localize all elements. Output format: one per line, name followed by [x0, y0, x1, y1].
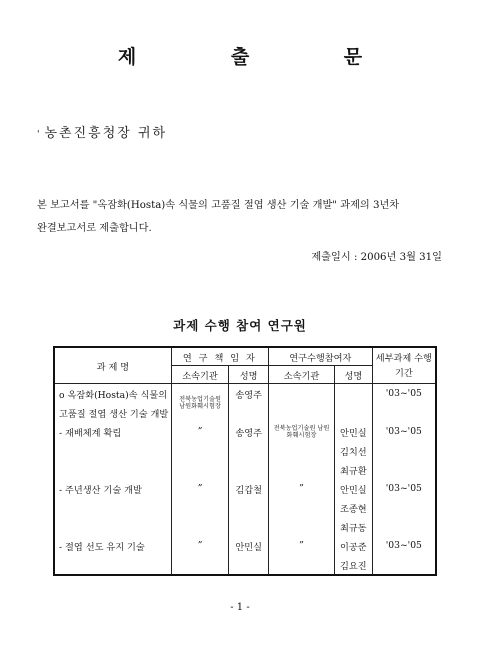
table-row [54, 403, 436, 422]
member-name-cell: 김요진 [334, 555, 372, 575]
task-cell: 고품질 절엽 생산 기술 개발 [54, 403, 171, 422]
header-period: 세부과제 수행기간 [372, 347, 436, 384]
task-cell [54, 517, 171, 536]
lead-affiliation-cell [171, 517, 229, 536]
addressee-mark: ' [37, 130, 42, 140]
table-row [54, 517, 436, 536]
header-lead-affiliation: 소속기관 [171, 366, 229, 384]
member-affiliation-cell [269, 441, 335, 460]
table-row [54, 441, 436, 460]
member-name-cell: 안민실 [334, 479, 372, 498]
researcher-table [53, 346, 437, 576]
task-cell [54, 555, 171, 575]
table-row [54, 384, 436, 404]
period-cell: '03~'05 [372, 479, 436, 498]
task-cell: - 재배체계 확립 [54, 422, 171, 441]
member-name-cell: 최규환 [334, 460, 372, 479]
member-affiliation-cell [269, 460, 335, 479]
lead-name-cell: 안민실 [229, 536, 269, 555]
member-name-cell: 조종현 [334, 498, 372, 517]
lead-name-cell [229, 441, 269, 460]
lead-affiliation-cell [171, 384, 229, 423]
header-member-group: 연구수행참여자 [269, 347, 373, 366]
header-member-affiliation: 소속기관 [269, 366, 335, 384]
lead-affiliation-line-1: 전북농업기술원 [179, 396, 221, 403]
member-affiliation-cell [269, 498, 335, 517]
member-affiliation-cell [269, 517, 335, 536]
lead-name-cell [229, 403, 269, 422]
member-affiliation-cell [269, 422, 335, 441]
submission-date: 제출일시 : 2006년 3월 31일 [311, 252, 442, 263]
task-cell [54, 498, 171, 517]
period-cell [372, 555, 436, 575]
lead-name-cell: 송영주 [229, 422, 269, 441]
statement-line-1: 본 보고서를 "옥잠화(Hosta)속 식물의 고품질 절엽 생산 기술 개발" 과제의 3년차 [37, 200, 400, 211]
member-name-cell: 최규동 [334, 517, 372, 536]
lead-affiliation-cell: ” [171, 536, 229, 555]
task-cell [54, 460, 171, 479]
member-name-cell: 김치선 [334, 441, 372, 460]
lead-name-cell [229, 517, 269, 536]
member-name-cell [334, 384, 372, 404]
table-row [54, 498, 436, 517]
period-cell: '03~'05 [372, 422, 436, 441]
header-member-name: 성명 [334, 366, 372, 384]
lead-name-cell [229, 555, 269, 575]
task-cell [54, 441, 171, 460]
lead-affiliation-cell [171, 460, 229, 479]
period-cell [372, 441, 436, 460]
table-row [54, 422, 436, 441]
member-affiliation-text: 전북농업기술원 남원화훼시험장 [273, 424, 330, 439]
table-row [54, 536, 436, 555]
page-number: - 1 - [230, 602, 250, 613]
member-affiliation-cell [269, 555, 335, 575]
task-cell: - 주년생산 기술 개발 [54, 479, 171, 498]
lead-affiliation-cell [171, 498, 229, 517]
addressee-text: 농촌진흥청장 귀하 [44, 126, 168, 141]
lead-affiliation-cell [171, 555, 229, 575]
document-title: 제 출 문 [117, 46, 407, 68]
lead-name-cell [229, 460, 269, 479]
lead-name-cell: 김갑철 [229, 479, 269, 498]
lead-affiliation-cell [171, 441, 229, 460]
member-affiliation-cell [269, 384, 335, 404]
table-title: 과제 수행 참여 연구원 [173, 318, 307, 333]
task-cell: - 절엽 선도 유지 기술 [54, 536, 171, 555]
lead-name-cell [229, 498, 269, 517]
member-name-cell: 이공준 [334, 536, 372, 555]
member-affiliation-cell: ” [269, 536, 335, 555]
header-lead-name: 성명 [229, 366, 269, 384]
lead-affiliation-cell: ” [171, 422, 229, 441]
lead-affiliation-line-2: 남원화훼시험장 [179, 403, 221, 410]
header-task: 과 제 명 [54, 347, 171, 384]
table-row [54, 460, 436, 479]
submission-statement [37, 194, 457, 240]
lead-affiliation-cell: ” [171, 479, 229, 498]
lead-name-cell: 송영주 [229, 384, 269, 404]
task-cell: o 옥잠화(Hosta)속 식물의 [54, 384, 171, 404]
member-affiliation-cell [269, 403, 335, 422]
period-cell [372, 403, 436, 422]
statement-line-2: 완결보고서로 제출합니다. [37, 223, 152, 234]
member-name-cell: 안민실 [334, 422, 372, 441]
period-cell [372, 517, 436, 536]
member-name-cell [334, 403, 372, 422]
table-row [54, 479, 436, 498]
period-cell [372, 498, 436, 517]
addressee [37, 122, 167, 141]
member-affiliation-cell: ” [269, 479, 335, 498]
period-cell: '03~'05 [372, 384, 436, 404]
period-cell: '03~'05 [372, 536, 436, 555]
table-row [54, 555, 436, 575]
header-lead-group: 연 구 책 임 자 [171, 347, 268, 366]
period-cell [372, 460, 436, 479]
